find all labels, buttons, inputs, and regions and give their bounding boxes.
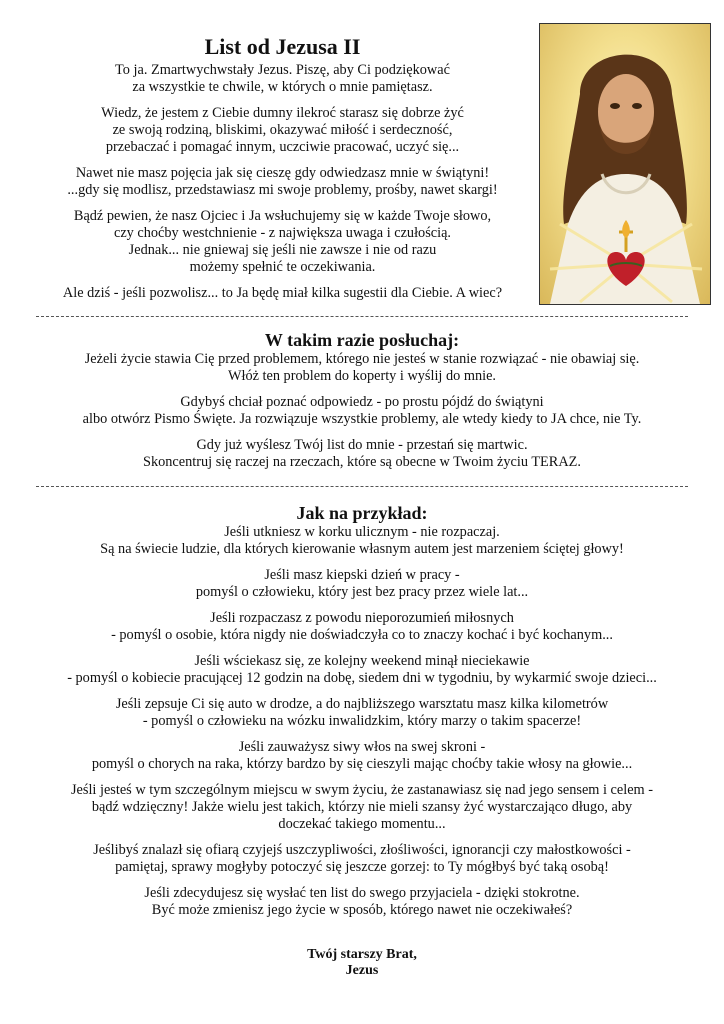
divider [36, 486, 688, 487]
section-paragraph: Gdybyś chciał poznać odpowiedz - po prostu pójdź do świątyni albo otwórz Pismo Święte. Ja rozwiązuje wszystkie problemy, ale wtedy kiedy to JA chce, nie Ty. [82, 394, 642, 427]
page-title: List od Jezusa II [204, 34, 361, 59]
section-examples [30, 502, 694, 928]
section-paragraph: Jeżeli życie stawia Cię przed problemem, którego nie jesteś w stanie rozwiązać - nie obawiaj się. Włóż ten problem do koperty i wyślij do mnie. [84, 351, 640, 384]
section-paragraph: Jeśli masz kiepski dzień w pracy - pomyśl o człowieku, który jest bez pracy przez wiele lat... [195, 567, 529, 600]
intro-paragraph: Bądź pewien, że nasz Ojciec i Ja wsłuchujemy się w każde Twoje słowo, czy choćby westchnienie - z największa uwaga i czułością. Jednak... nie gniewaj się jeśli nie zawsze i nie od razu możemy spełnić te oczekiwania. [73, 208, 492, 275]
portrait-illustration [540, 24, 710, 304]
intro-paragraph: Nawet nie masz pojęcia jak się cieszę gdy odwiedzasz mnie w świątyni! ...gdy się modlisz, przedstawiasz mi swoje problemy, prośby, nawet skargi! [67, 165, 498, 198]
section-heading: W takim razie posłuchaj: [264, 330, 460, 350]
section-paragraph: Jeśli rozpaczasz z powodu nieporozumień miłosnych - pomyśl o osobie, która nigdy nie doświadczyła co to znaczy kochać i być kochanym... [111, 610, 613, 643]
section-paragraph: Jeślibyś znalazł się ofiarą czyjejś uszczypliwości, złośliwości, ignorancji czy małostkowości - pamiętaj, sprawy mogłyby potoczyć się jeszcze gorzej: to Ty mógłbyś być taką osobą! [93, 842, 631, 875]
section-paragraph: Jeśli wściekasz się, ze kolejny weekend minął nieciekawie - pomyśl o kobiecie pracującej 12 godzin na dobę, siedem dni w tygodniu, by wykarmić swoje dzieci... [67, 653, 657, 686]
signature: Twój starszy Brat, Jezus [307, 947, 417, 978]
section-heading: Jak na przykład: [296, 503, 428, 523]
intro-paragraph: Wiedz, że jestem z Ciebie dumny ilekroć starasz się dobrze żyć ze swoją rodziną, bliskimi, okazywać miłość i serdeczność, przebaczać i pomagać innym, uczciwie pracować, uczyć się... [101, 105, 464, 155]
section-paragraph: Jeśli jesteś w tym szczególnym miejscu w swym życiu, że zastanawiasz się nad jego sensem i celem - bądź wdzięczny! Jakże wielu jest takich, którzy nie mieli szansy żyć wystarczająco długo, aby doczekać takiego momentu... [70, 782, 654, 832]
divider [36, 316, 688, 317]
section-paragraph: Jeśli zauważysz siwy włos na swej skroni - pomyśl o chorych na raka, którzy bardzo by się cieszyli mając choćby takie włosy na głowie... [91, 739, 633, 772]
section-paragraph: Jeśli zdecydujesz się wysłać ten list do swego przyjaciela - dzięki stokrotne. Być może zmienisz jego życie w sposób, którego nawet nie oczekiwałeś? [144, 885, 580, 918]
section-paragraph: Jeśli zepsuje Ci się auto w drodze, a do najbliższego warsztatu masz kilka kilometrów - pomyśl o człowieku na wózku inwalidzkim, który marzy o takim spacerze! [115, 696, 609, 729]
jesus-portrait-image [539, 23, 711, 305]
intro-paragraph: Ale dziś - jeśli pozwolisz... to Ja będę miał kilka sugestii dla Ciebie. A wiec? [62, 285, 503, 301]
section-listen [30, 329, 694, 480]
intro-paragraph: To ja. Zmartwychwstały Jezus. Piszę, aby Ci podziękować za wszystkie te chwile, w których o mnie pamiętasz. [115, 62, 450, 95]
section-paragraph: Gdy już wyślesz Twój list do mnie - przestań się martwic. Skoncentruj się raczej na rzeczach, które są obecne w Twoim życiu TERAZ. [143, 437, 581, 470]
intro-block [30, 34, 535, 311]
section-paragraph: Jeśli utkniesz w korku ulicznym - nie rozpaczaj. Są na świecie ludzie, dla których kierowanie własnym autem jest marzeniem ściętej głowy! [100, 524, 624, 557]
